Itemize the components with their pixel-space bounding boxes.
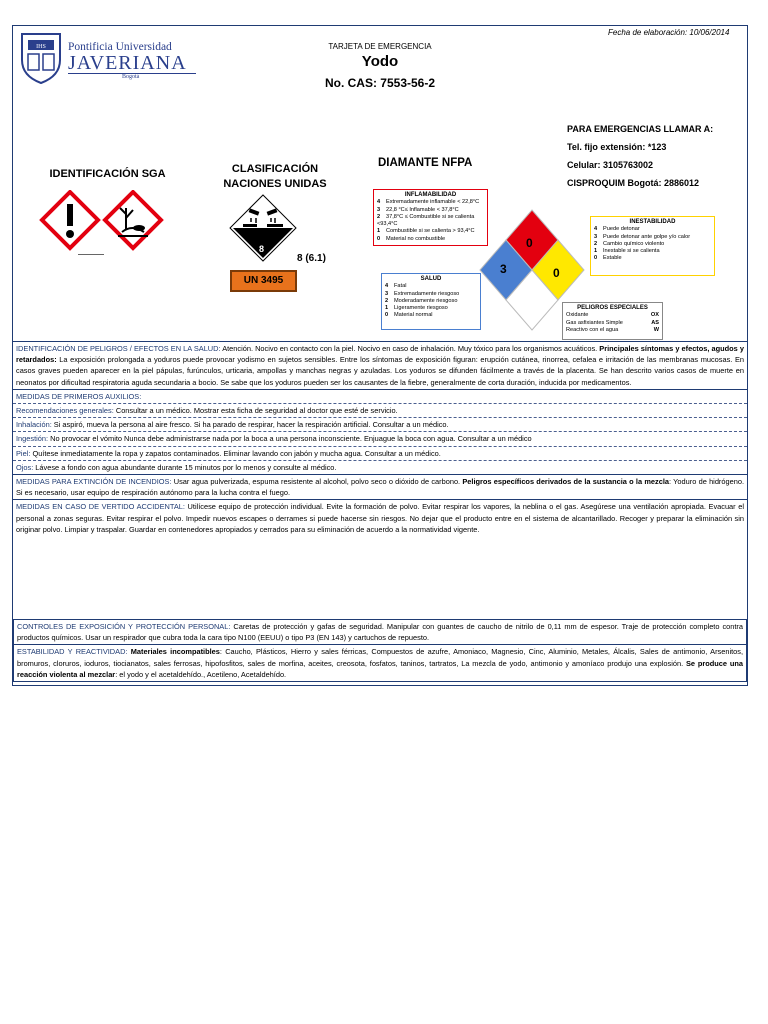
- crest-icon: [18, 30, 64, 84]
- row-estabilidad: [14, 644, 746, 681]
- incendio-bold: Peligros específicos derivados de la sustancia o la mezcla: [462, 477, 669, 487]
- special-hazard-code: W: [653, 326, 659, 333]
- peligros-text2: La exposición prolongada a yoduros puede provocar yodismo en sujetos sensibles. Entre los síntomas de exposición figuran: erupción cutánea, rinorrea, cefalea e irritación de las membranas mucosas. En casos graves pueden aparecer en la piel pápulas, furúnculos, urticaria, ampollas y manchas negras y azuladas. Los yoduros se difunden fácilmente a través de la placenta. Se han descrito varios casos de muerte en neonatos por dificultad respiratoria aguda secundaria a bocio. Se sabe que los yoduros pueden ser los causantes de la fiebre, generalmente de corta duración, inducida por medicamentos.: [16, 355, 744, 387]
- nfpa-level-desc: Puede detonar ante golpe y/o calor: [603, 233, 691, 240]
- salud-item: [385, 312, 477, 319]
- un-class: 8 (6.1): [297, 253, 326, 264]
- incendio-text2: : Yoduro de hidrógeno. Si es necesario, usar equipo de respiración autónomo para la lucha contra el fuego.: [16, 477, 744, 498]
- estab-label: ESTABILIDAD Y REACTIVIDAD:: [17, 647, 128, 657]
- nfpa-level-desc: 22,8 °C≤ Inflamable < 37,8°C: [386, 206, 459, 213]
- esp-item: [566, 327, 659, 334]
- auxilios-label: MEDIDAS DE PRIMEROS AUXILIOS:: [16, 391, 142, 401]
- vertido-label: MEDIDAS EN CASO DE VERTIDO ACCIDENTAL:: [16, 502, 185, 512]
- ojos-label: Ojos:: [16, 462, 34, 472]
- salud-item: [385, 298, 477, 305]
- salud-item: [385, 305, 477, 312]
- nfpa-level: 1: [385, 305, 389, 312]
- peligros-bold: Principales síntomas y efectos, agudos y retardados:: [16, 344, 744, 365]
- nfpa-level: 1: [377, 228, 381, 235]
- info-rows: [13, 341, 747, 536]
- salud-title: SALUD: [420, 276, 442, 282]
- nfpa-instability-value: 0: [553, 266, 560, 280]
- environment-pictogram-icon: [105, 192, 161, 248]
- row-auxilios: [13, 389, 747, 403]
- nfpa-level-desc: Estable: [603, 255, 622, 262]
- nfpa-inestabilidad-box: [590, 216, 715, 276]
- emergency-cel: Celular: 3105763002: [567, 160, 654, 170]
- emergency-cisproquim: CISPROQUIM Bogotá: 2886012: [567, 178, 700, 188]
- nfpa-especiales-box: [562, 302, 663, 340]
- nfpa-level-desc: Extremadamente riesgoso: [394, 290, 460, 297]
- inflam-item: [377, 214, 484, 229]
- recom-label: Recomendaciones generales:: [16, 406, 114, 416]
- special-hazard-label: Reactivo con el agua: [566, 326, 619, 333]
- nfpa-level: 0: [594, 255, 598, 262]
- esp-item: [566, 320, 659, 327]
- peligros-text1: Atención. Nocivo en contacto con la piel. Nocivo en caso de inhalación. Muy tóxico para los organismos acuáticos.: [220, 344, 600, 353]
- nfpa-level: 0: [377, 235, 381, 242]
- nfpa-level: 2: [594, 240, 598, 247]
- un-title-1: CLASIFICACIÓN: [231, 163, 319, 175]
- epp-label: CONTROLES DE EXPOSICIÓN Y PROTECCIÓN PERSONAL:: [17, 622, 231, 631]
- epp-text: Caretas de protección y gafas de seguridad. Manipular con guantes de caucho de nitrilo de 0,11 mm de espesor. Traje de protección completo contra productos químicos. Usar un respirador que cubra toda la cara tipo N100 (EEUU) o tipo P3 (EN 143) y cartuchos de repuesto.: [17, 622, 743, 643]
- product-name: Yodo: [361, 53, 399, 70]
- estab-bold2: Se produce una reacción violenta al mezclar: [17, 658, 743, 679]
- logo-line1: Pontificia Universidad: [68, 41, 172, 53]
- nfpa-level: 2: [385, 297, 389, 304]
- un-title-2: NACIONES UNIDAS: [223, 178, 327, 190]
- nfpa-level-desc: Combustible si se calienta > 93,4°C: [386, 228, 475, 235]
- nfpa-level-desc: Material no combustible: [386, 235, 446, 242]
- emergency-block: [567, 120, 747, 192]
- lower-card: [13, 619, 747, 682]
- tarjeta-label: TARJETA DE EMERGENCIA: [328, 42, 432, 51]
- emergency-title: PARA EMERGENCIAS LLAMAR A:: [567, 124, 714, 134]
- row-ingestion: [13, 431, 747, 445]
- inest-item: [594, 241, 711, 248]
- cas-number: No. CAS: 7553-56-2: [324, 76, 436, 90]
- nfpa-level-desc: Puede detonar: [603, 226, 640, 233]
- ingest-label: Ingestión:: [16, 434, 49, 444]
- nfpa-level: 3: [385, 290, 389, 297]
- ojos-text: Lávese a fondo con agua abundante durante 15 minutos por lo menos y consulte al médico.: [33, 462, 337, 472]
- row-epp: [14, 620, 746, 644]
- nfpa-level: 1: [594, 248, 598, 255]
- special-hazard-code: OX: [650, 312, 659, 319]
- un-class-digit: 8: [259, 244, 265, 254]
- un-number-plate: UN 3495: [230, 270, 297, 292]
- special-hazard-code: AS: [651, 319, 659, 326]
- especiales-title: PELIGROS ESPECIALES: [577, 305, 648, 311]
- row-inhalacion: [13, 417, 747, 431]
- special-hazard-label: Gas asfixiantes Simple: [566, 319, 623, 326]
- piel-text: Quítese inmediatamente la ropa y zapatos contaminados. Eliminar lavando con jabón y mucha agua. Consultar a un médico.: [30, 448, 441, 458]
- row-vertido: [13, 499, 747, 536]
- piel-label: Piel:: [16, 448, 31, 458]
- nfpa-level: 4: [377, 199, 381, 206]
- sga-title: IDENTIFICACIÓN SGA: [49, 168, 166, 180]
- special-hazard-label: Oxidante: [566, 312, 589, 319]
- salud-item: [385, 291, 477, 298]
- inflam-item: [377, 207, 484, 214]
- incendio-text1: Usar agua pulverizada, espuma resistente al alcohol, polvo seco o dióxido de carbono.: [171, 477, 463, 487]
- recom-text: Consultar a un médico. Mostrar esta ficha de seguridad al doctor que esté de servicio.: [113, 406, 398, 416]
- inest-item: [594, 234, 711, 241]
- row-ojos: [13, 460, 747, 474]
- inest-item: [594, 248, 711, 255]
- university-logo: [18, 30, 198, 86]
- row-recomendaciones: [13, 403, 747, 417]
- inest-item: [594, 255, 711, 262]
- nfpa-level: 3: [377, 206, 381, 213]
- sga-pictograms: [38, 190, 168, 256]
- vertido-text: Utilícese equipo de protección individual. Evite la formación de polvo. Evitar respirar los vapores, la neblina o el gas. Asegúrese una ventilación apropiada. Evacuar el personal a zonas seguras. Evitar respirar el polvo. Impedir nuevos escapes o derrames si puede hacerse sin riesgos. No dejar que el producto entre en el sistema de alcantarillado. Recoger y preparar la eliminación sin originar polvo. Limpiar y traspalar. Guardar en contenedores apropiados y cerrados para su eliminación de acuerdo a la normatividad vigente.: [16, 502, 745, 534]
- esp-item: [566, 312, 659, 319]
- inhal-text: Si aspiró, mueva la persona al aire fresco. Si ha parado de respirar, hacer la respiración artificial. Consultar a un médico.: [51, 420, 449, 430]
- nfpa-level-desc: Inestable si se calienta: [603, 248, 660, 255]
- logo-line3: Bogotá: [122, 74, 140, 80]
- inflamabilidad-title: INFLAMABILIDAD: [404, 192, 457, 198]
- inest-item: [594, 226, 711, 233]
- nfpa-health-value: 3: [500, 262, 507, 276]
- nfpa-level-desc: 37,8°C ≤ Combustible si se calienta <93,4°C: [377, 213, 475, 228]
- nfpa-level-desc: Cambio químico violento: [603, 240, 665, 247]
- estab-bold1: Materiales incompatibles: [130, 647, 220, 657]
- estab-text1: : Caucho, Plásticos, Hierro y sales férricas, Compuestos de azufre, Amoniaco, Magnesio, Cinc, Aluminio, Metales, Álcalis, Sales de antimonio, Arsenitos, bromuros, cloruros, ioduros, tiocianatos, sales ferrosas, hipofosfitos, sales de morfina, aceites, creosota, fosfatos, taninos, tartratos, La mezcla de yodo, antimonio y amoníaco produjo una explosión.: [17, 647, 743, 668]
- salud-item: [385, 283, 477, 290]
- nfpa-inflamabilidad-box: [373, 189, 488, 246]
- emergency-tel: Tel. fijo extensión: *123: [567, 142, 667, 152]
- nfpa-level-desc: Extremadamente inflamable < 22,8°C: [386, 199, 480, 206]
- incendio-label: MEDIDAS PARA EXTINCIÓN DE INCENDIOS:: [16, 477, 172, 487]
- row-peligros: [13, 341, 747, 389]
- corrosive-pictogram-icon: [229, 194, 297, 262]
- nfpa-level: 0: [385, 312, 389, 319]
- row-piel: [13, 446, 747, 460]
- nfpa-level-desc: Moderadamente riesgoso: [394, 297, 458, 304]
- estab-text2: : el yodo y el acetaldehído., Acetileno, Acetaldehído.: [115, 669, 287, 679]
- inestabilidad-title: INESTABILIDAD: [629, 219, 676, 225]
- exclamation-pictogram-icon: [42, 192, 98, 248]
- logo-line2: JAVERIANA: [68, 52, 187, 74]
- nfpa-level: 2: [377, 213, 381, 220]
- peligros-label: IDENTIFICACIÓN DE PELIGROS / EFECTOS EN LA SALUD:: [16, 344, 221, 353]
- nfpa-level: 4: [594, 226, 598, 233]
- nfpa-salud-box: [381, 273, 481, 330]
- sga-underline: [78, 254, 104, 255]
- row-incendios: [13, 474, 747, 499]
- fecha-elaboracion: Fecha de elaboración: 10/06/2014: [608, 28, 730, 37]
- nfpa-level-desc: Fatal: [394, 283, 407, 290]
- inflam-item: [377, 236, 484, 243]
- inflam-item: [377, 228, 484, 235]
- nfpa-title: DIAMANTE NFPA: [378, 157, 473, 169]
- svg-text:IHS: IHS: [36, 44, 46, 50]
- nfpa-level: 4: [385, 283, 389, 290]
- inhal-label: Inhalación:: [16, 420, 52, 430]
- ingest-text: No provocar el vómito Nunca debe administrarse nada por la boca a una persona inconsciente. Enjuague la boca con agua. Consultar a un médico: [48, 434, 532, 444]
- inflam-item: [377, 199, 484, 206]
- nfpa-level-desc: Material normal: [394, 312, 433, 319]
- nfpa-level-desc: Ligeramente riesgoso: [394, 305, 448, 312]
- nfpa-flammability-value: 0: [526, 236, 533, 250]
- nfpa-level: 3: [594, 233, 598, 240]
